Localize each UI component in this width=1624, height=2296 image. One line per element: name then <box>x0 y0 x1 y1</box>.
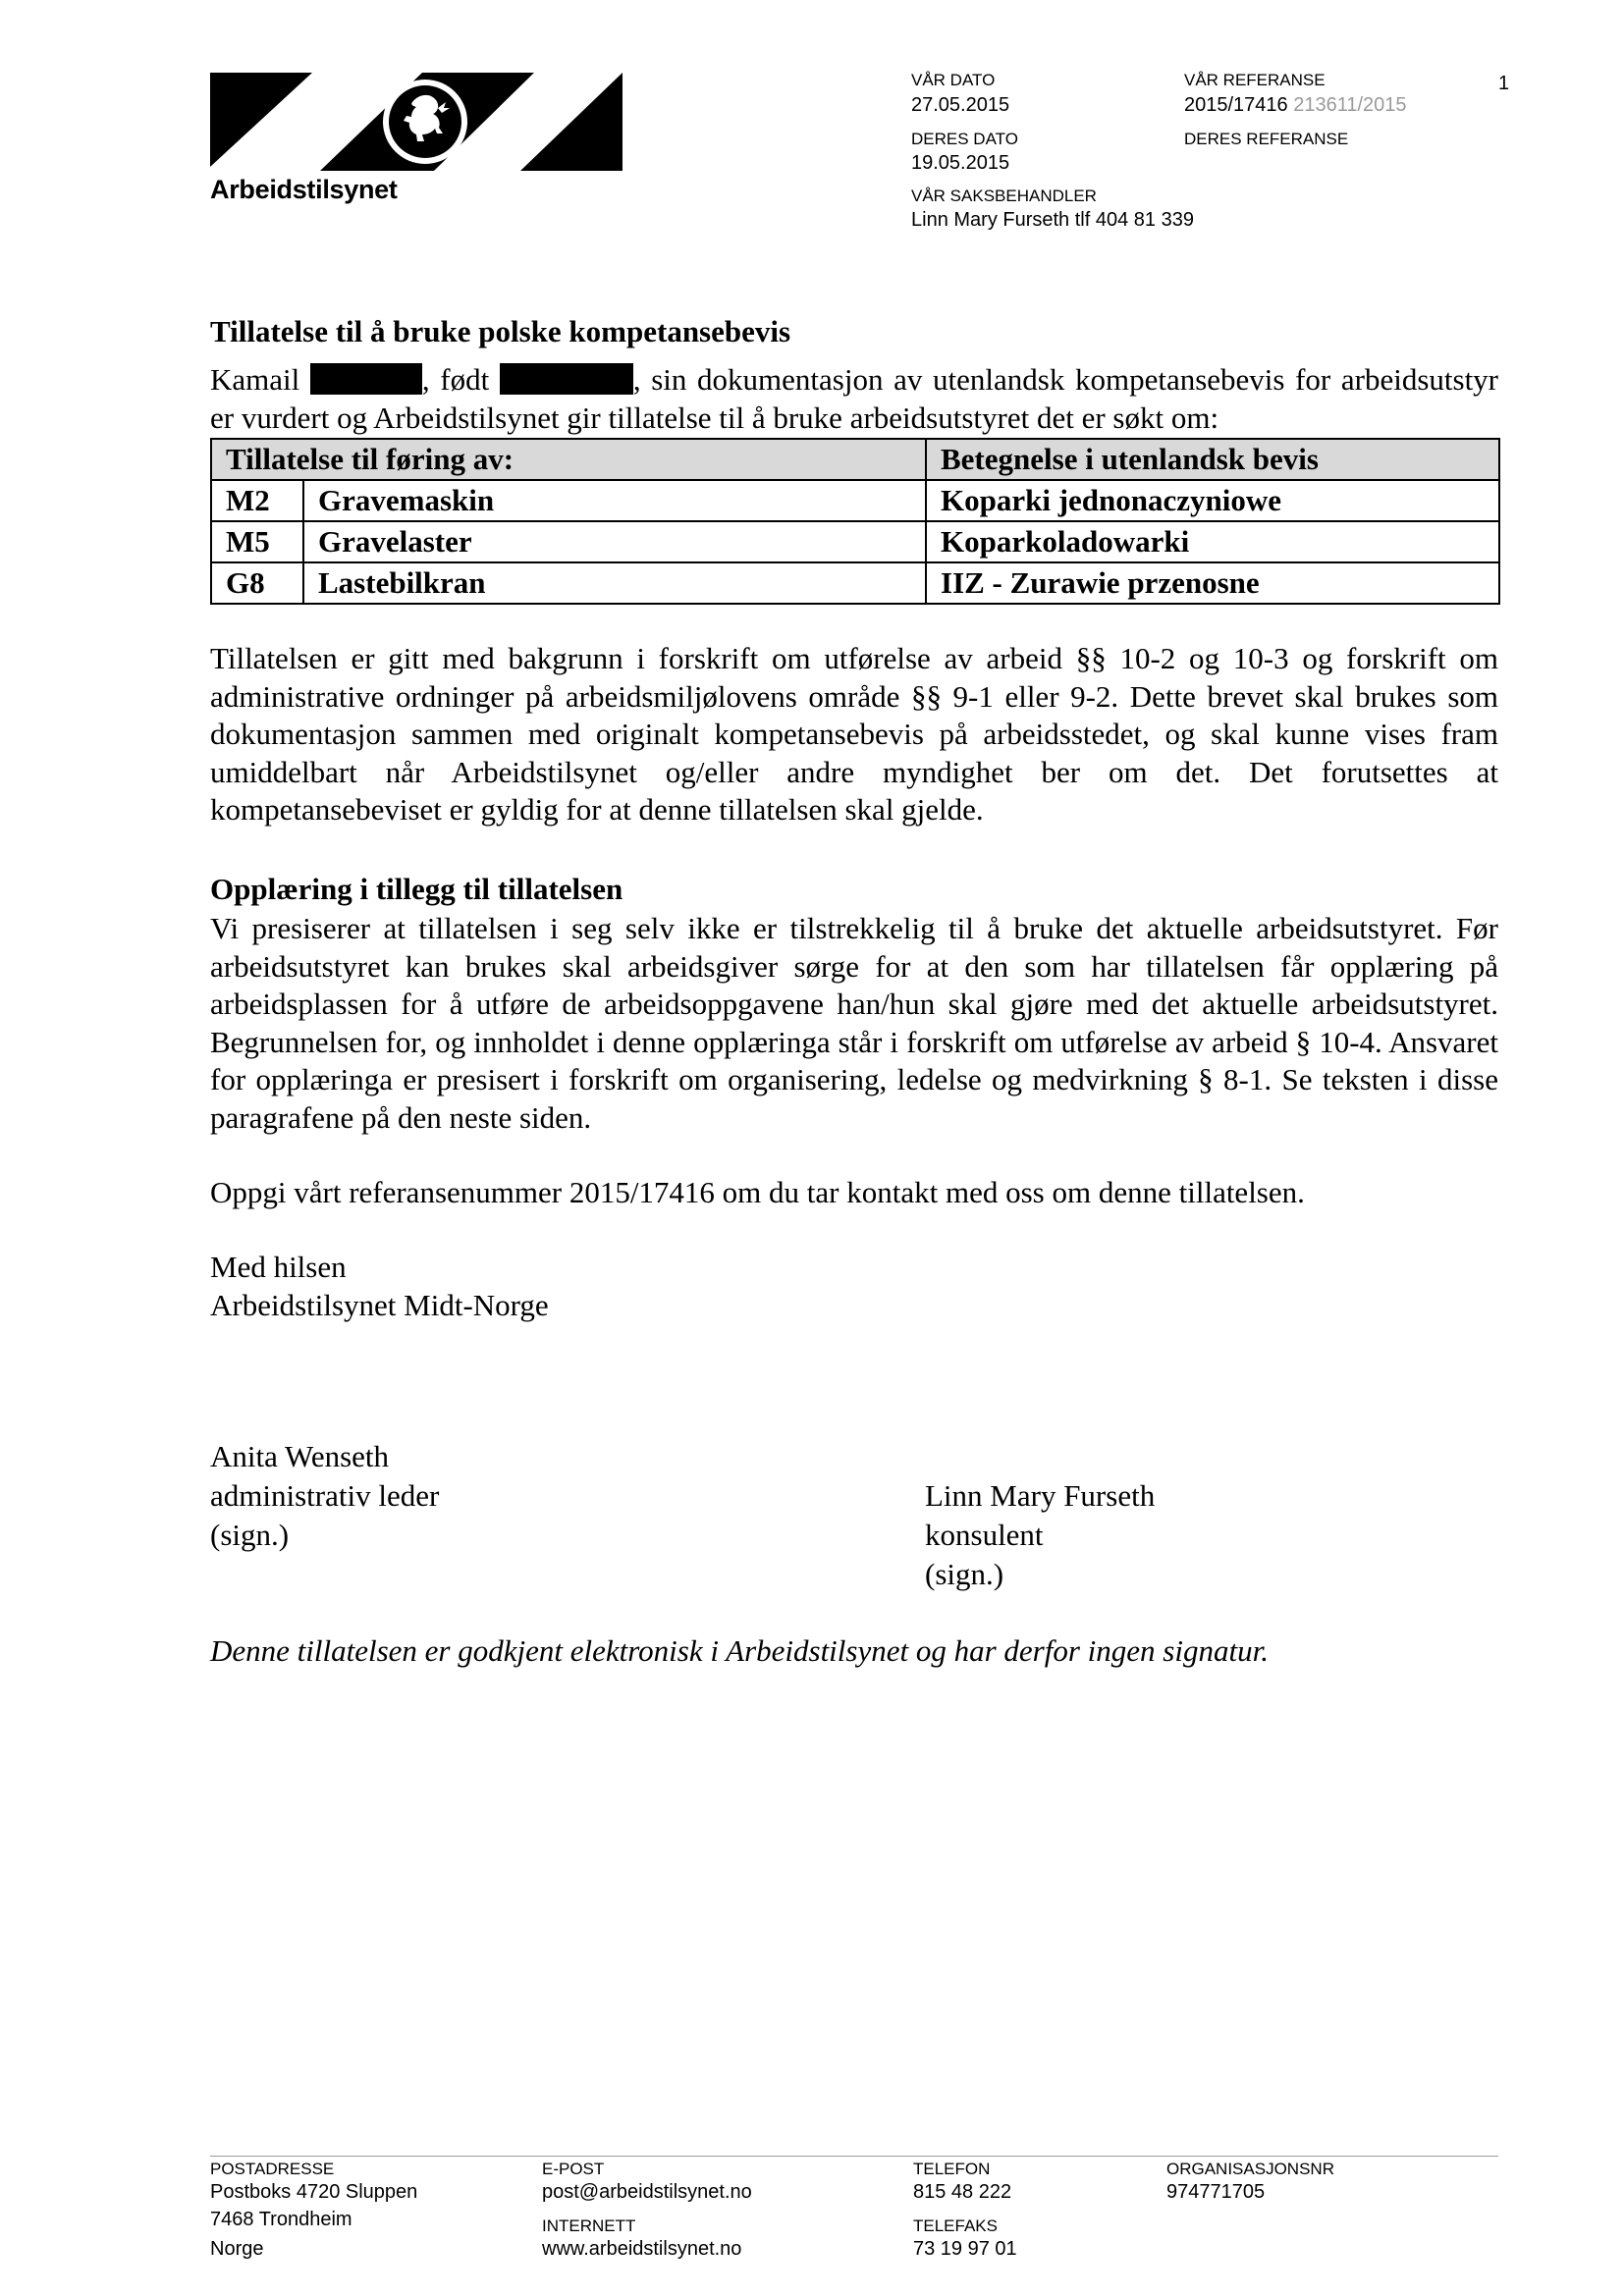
table-row <box>211 480 1499 521</box>
table-cell-name: Lastebilkran <box>303 562 926 604</box>
deres-dato-value: 19.05.2015 <box>911 152 1010 174</box>
closing-greeting: Med hilsen <box>210 1250 347 1284</box>
paragraph-legal-basis: Tillatelsen er gitt med bakgrunn i forskrift om utførelse av arbeid §§ 10-2 og 10-3 og forskrift om administrative ordninger på arbeidsmiljølovens område §§ 9-1 eller 9-2. Dette brevet skal brukes som dokumentasjon sammen med originalt kompetansebevis på arbeidsstedet, og skal kunne vises fram umiddelbart når Arbeidstilsynet og/eller andre myndighet ber om det. Det forutsettes at kompetansebeviset er gyldig for at denne tillatelsen skal gjelde. <box>210 641 1498 827</box>
deres-dato-label: DERES DATO <box>911 130 1018 148</box>
footer-divider <box>210 2156 1498 2157</box>
signer-left <box>210 1437 439 1555</box>
footer-internett-value[interactable]: www.arbeidstilsynet.no <box>542 2238 742 2260</box>
table-cell-foreign: Koparki jednonaczyniowe <box>926 480 1499 521</box>
page-number: 1 <box>1498 73 1510 94</box>
signer-left-sign: (sign.) <box>210 1518 290 1552</box>
signer-right-name: Linn Mary Furseth <box>925 1478 1156 1513</box>
var-dato-value: 27.05.2015 <box>911 94 1010 116</box>
footer-orgnr-value: 974771705 <box>1166 2181 1266 2203</box>
signer-right-sign: (sign.) <box>925 1557 1004 1591</box>
var-dato-label: VÅR DATO <box>911 71 996 89</box>
table-header-foreign: Betegnelse i utenlandsk bevis <box>926 439 1499 480</box>
footer-telefaks-label: TELEFAKS <box>913 2216 998 2235</box>
table-cell-name: Gravemaskin <box>303 480 926 521</box>
permit-table <box>210 438 1500 605</box>
signer-left-name: Anita Wenseth <box>210 1439 390 1473</box>
table-row <box>211 521 1499 562</box>
redacted-birthdate <box>500 363 633 395</box>
referanse-document-number: 213611/2015 <box>1293 94 1407 116</box>
footer-postadresse-label: POSTADRESSE <box>210 2160 335 2178</box>
table-cell-code: M2 <box>211 480 303 521</box>
table-cell-foreign: Koparkoladowarki <box>926 521 1499 562</box>
referanse-number: 2015/17416 <box>1184 94 1288 116</box>
footer-epost-value[interactable]: post@arbeidstilsynet.no <box>542 2181 752 2203</box>
var-referanse-label: VÅR REFERANSE <box>1184 71 1326 89</box>
intro-name: Kamail <box>210 362 300 397</box>
saksbehandler-label: VÅR SAKSBEHANDLER <box>911 187 1097 205</box>
paragraph-training: Vi presiserer at tillatelsen i seg selv ikke er tilstrekkelig til å bruke det aktuelle arbeidsutstyret. Før arbeidsutstyret kan brukes skal arbeidsgiver sørge for at den som har tillatelsen får opplæring på arbeidsplassen for å utføre de arbeidsoppgavene han/hun skal gjøre med det aktuelle arbeidsutstyret. Begrunnelsen for, og innholdet i denne opplæringa står i forskrift om utførelse av arbeid § 10-4. Ansvaret for opplæringa er presisert i forskrift om organisering, ledelse og medvirkning § 8-1. Se teksten i disse paragrafene på den neste siden. <box>210 911 1498 1135</box>
table-cell-foreign: IIZ - Zurawie przenosne <box>926 562 1499 604</box>
logo-wordmark: Arbeidstilsynet <box>210 175 398 204</box>
footer-postadresse-line1: Postboks 4720 Sluppen <box>210 2181 418 2203</box>
redacted-surname <box>310 363 422 395</box>
footer-orgnr-label: ORGANISASJONSNR <box>1166 2160 1334 2178</box>
arbeidstilsynet-logo <box>210 73 623 171</box>
table-row <box>211 562 1499 604</box>
footer-epost-label: E-POST <box>542 2160 605 2178</box>
signer-right-title: konsulent <box>925 1518 1044 1552</box>
signer-right <box>925 1476 1155 1594</box>
intro-paragraph <box>210 361 1498 437</box>
table-header-permit: Tillatelse til føring av: <box>211 439 926 480</box>
intro-rest: , sin dokumentasjon av utenlandsk kompetansebevis for arbeidsutstyr er vurdert og Arbeidstilsynet gir tillatelse til å bruke arbeidsutstyret det er søkt om: <box>210 362 1499 435</box>
intro-born: , født <box>421 362 490 397</box>
letter-title: Tillatelse til å bruke polske kompetansebevis <box>210 314 791 348</box>
footer-telefon-value: 815 48 222 <box>913 2181 1012 2203</box>
saksbehandler-value: Linn Mary Furseth tlf 404 81 339 <box>911 209 1194 231</box>
paragraph-reference: Oppgi vårt referansenummer 2015/17416 om du tar kontakt med oss om denne tillatelsen. <box>210 1175 1305 1209</box>
table-header-row <box>211 439 1499 480</box>
footer-internett-label: INTERNETT <box>542 2216 636 2235</box>
table-cell-code: M5 <box>211 521 303 562</box>
var-referanse-value <box>1184 94 1407 117</box>
table-cell-code: G8 <box>211 562 303 604</box>
electronic-approval-notice: Denne tillatelsen er godkjent elektronisk i Arbeidstilsynet og har derfor ingen signatur. <box>210 1633 1269 1668</box>
deres-referanse-label: DERES REFERANSE <box>1184 130 1349 148</box>
footer-postadresse-line2: 7468 Trondheim <box>210 2209 352 2230</box>
footer-telefon-label: TELEFON <box>913 2160 991 2178</box>
signer-left-title: administrativ leder <box>210 1478 440 1513</box>
training-subheading: Opplæring i tillegg til tillatelsen <box>210 872 623 906</box>
closing-organisation: Arbeidstilsynet Midt-Norge <box>210 1288 549 1322</box>
table-cell-name: Gravelaster <box>303 521 926 562</box>
footer-telefaks-value: 73 19 97 01 <box>913 2238 1017 2260</box>
footer-postadresse-line3: Norge <box>210 2238 264 2260</box>
